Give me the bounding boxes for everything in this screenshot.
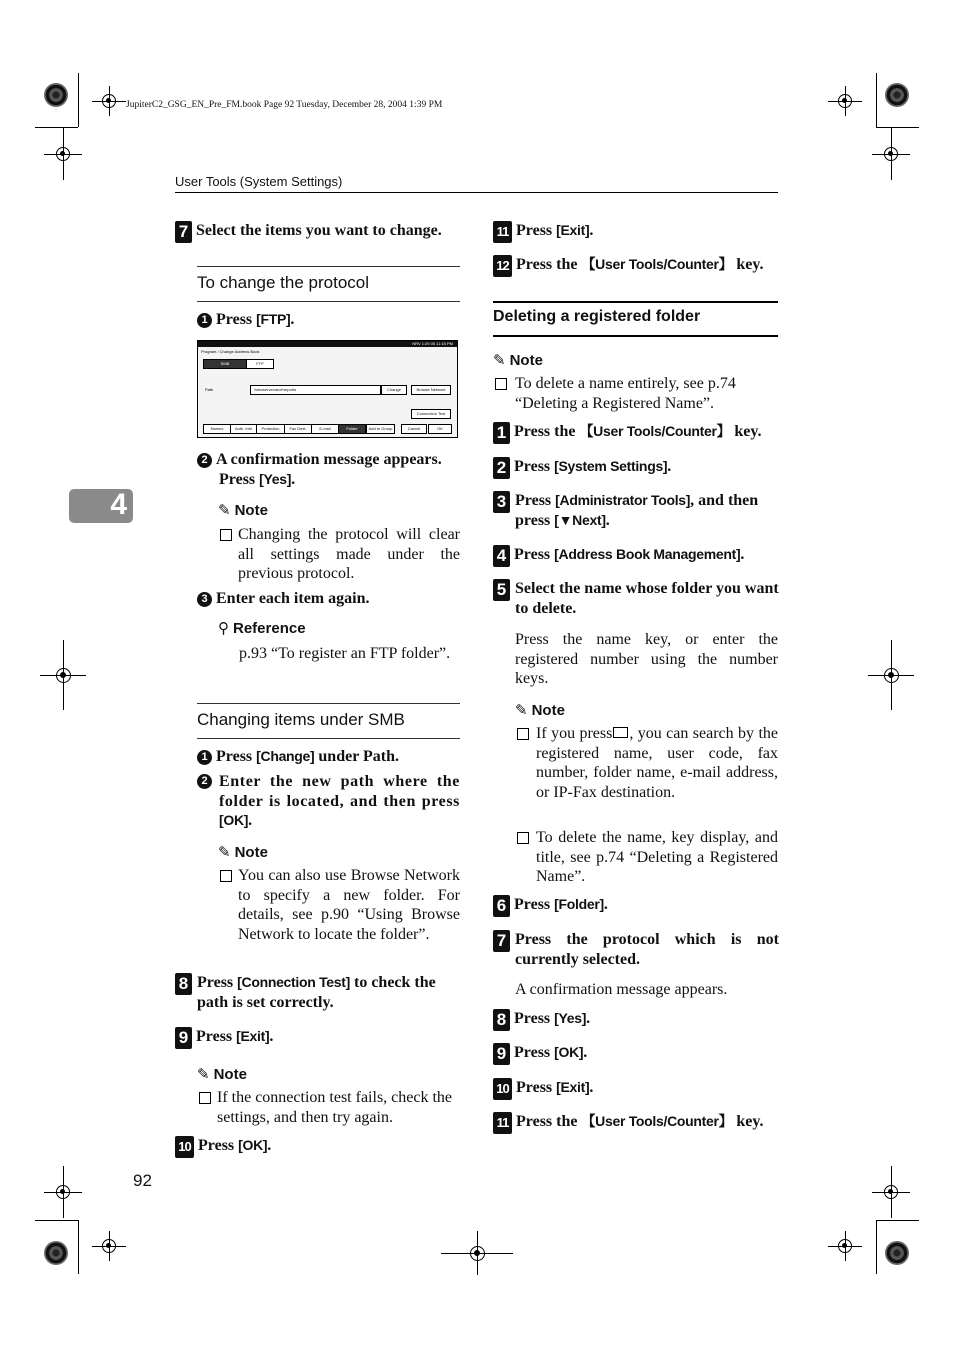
pencil-icon: ✎ (197, 1067, 210, 1083)
section-rule (197, 301, 460, 302)
registration-circle-tl (44, 83, 68, 107)
note-3-heading: ✎ Note (197, 1066, 247, 1083)
delete-step-4: 4 Press [Address Book Management]. (493, 545, 744, 567)
section-rule (197, 703, 460, 704)
note-2-heading: ✎ Note (218, 844, 268, 861)
cancel-button[interactable]: Cancel (401, 424, 427, 434)
substep-3-enter: 3 Enter each item again. (197, 589, 369, 609)
crosshair-mark (872, 128, 910, 180)
step-9: 9 Press [Exit]. (175, 1027, 273, 1049)
delete-step-7-desc: A confirmation message appears. (515, 981, 728, 998)
crosshair-mark (92, 1231, 126, 1261)
step-7: 7 Select the items you want to change. (175, 221, 465, 243)
tab-smb[interactable]: SMB (203, 359, 247, 369)
section-rule-thick (493, 335, 778, 337)
crop-mark (35, 1220, 78, 1221)
section-title-smb: Changing items under SMB (197, 710, 405, 729)
tab-names[interactable]: Names (203, 424, 231, 434)
crop-mark (78, 1220, 79, 1274)
reference-heading: ⚲ Reference (218, 620, 306, 637)
note-3-text: If the connection test fails, check the settings, and then try again. (197, 1088, 463, 1127)
step-12: 12 Press the 【User Tools/Counter】 key. (493, 255, 763, 277)
pencil-icon: ✎ (515, 703, 528, 719)
delete-step-11: 11 Press the 【User Tools/Counter】 key. (493, 1112, 763, 1134)
delete-step-10: 10 Press [Exit]. (493, 1078, 593, 1100)
right-note-text: To delete a name entirely, see p.74 “Deleting a Registered Name”. (493, 374, 779, 413)
delete-step-1: 1 Press the 【User Tools/Counter】 key. (493, 422, 761, 444)
substep-2-confirm: 2 A confirmation message appears. Press [Yes]. (197, 450, 465, 489)
checkbox-icon (220, 870, 232, 882)
magnifier-icon: ⚲ (218, 621, 229, 637)
search-key-icon (613, 727, 628, 738)
print-slug: JupiterC2_GSG_EN_Pre_FM.book Page 92 Tuesday, December 28, 2004 1:39 PM (126, 100, 443, 110)
checkbox-icon (220, 529, 232, 541)
crosshair-mark (92, 86, 126, 116)
checkbox-icon (517, 728, 529, 740)
device-screen-illustration: NRV 1:29 05 11:15 PM Program / Change Address Book SMB FTP Path \\aboserver\aloe\reports Change Browse Network Connection Test Names Auth. Info Protection Fax Dest. E-mail Folder Add to Group Cancel OK (197, 340, 458, 438)
delete-step-6: 6 Press [Folder]. (493, 895, 608, 917)
checkbox-icon (199, 1092, 211, 1104)
crosshair-mark (44, 128, 82, 180)
smb-substep-1: 1 Press [Change] under Path. (197, 747, 399, 767)
crosshair-mark (44, 1166, 82, 1218)
chapter-tab: 4 (69, 489, 133, 523)
tab-add-to-group[interactable]: Add to Group (366, 424, 395, 434)
delete-step-5-desc: Press the name key, or enter the registered number using the number keys. (515, 631, 778, 687)
crosshair-mark (872, 1166, 910, 1218)
pencil-icon: ✎ (493, 353, 506, 369)
substep-1-ftp: 1 Press [FTP]. (197, 310, 294, 330)
right-note-heading: ✎ Note (493, 352, 543, 369)
section-title-delete-folder: Deleting a registered folder (493, 308, 701, 325)
registration-circle-br (885, 1241, 909, 1265)
delete-step-8: 8 Press [Yes]. (493, 1009, 590, 1031)
delete-step-9: 9 Press [OK]. (493, 1043, 587, 1065)
section-title-protocol: To change the protocol (197, 273, 370, 292)
tab-auth-info[interactable]: Auth. Info (230, 424, 257, 434)
pencil-icon: ✎ (218, 503, 231, 519)
step-10: 10 Press [OK]. (175, 1136, 271, 1158)
delete-step-5: 5 Select the name whose folder you want to delete. (493, 579, 779, 618)
reference-text: p.93 “To register an FTP folder”. (239, 645, 451, 662)
section-rule-thick (493, 301, 778, 303)
crosshair-mark (868, 640, 914, 710)
note-1-heading: ✎ Note (218, 502, 268, 519)
crosshair-mark (828, 86, 862, 116)
crop-mark (876, 1220, 877, 1274)
step-11: 11 Press [Exit]. (493, 221, 593, 243)
right-note-2a: If you press , you can search by the registered name, user code, fax number, folder name, e-mail address, or IP-Fax destination. (515, 724, 778, 802)
change-button[interactable]: Change (381, 385, 407, 395)
delete-step-7: 7 Press the protocol which is not currently selected. (493, 930, 779, 969)
right-note-2b: To delete the name, key display, and title, see p.74 “Deleting a Registered Name”. (515, 828, 778, 887)
tab-email[interactable]: E-mail (311, 424, 339, 434)
delete-step-3: 3 Press [Administrator Tools], and then press [▼Next]. (493, 491, 779, 530)
connection-test-button[interactable]: Connection Test (411, 409, 451, 419)
registration-circle-tr (885, 83, 909, 107)
crop-mark (876, 1220, 919, 1221)
crop-mark (78, 73, 79, 127)
delete-step-2: 2 Press [System Settings]. (493, 457, 671, 479)
note-1-text: Changing the protocol will clear all settings made under the previous protocol. (218, 525, 460, 584)
page-number: 92 (133, 1171, 152, 1190)
tab-ftp[interactable]: FTP (246, 359, 274, 369)
checkbox-icon (517, 832, 529, 844)
crosshair-mark (441, 1231, 513, 1275)
tab-folder[interactable]: Folder (338, 424, 366, 434)
section-rule (197, 266, 460, 267)
ok-button[interactable]: OK (428, 424, 452, 434)
right-note-2-heading: ✎ Note (515, 702, 565, 719)
tab-fax-dest[interactable]: Fax Dest. (284, 424, 312, 434)
checkbox-icon (495, 378, 507, 390)
crosshair-mark (40, 640, 86, 710)
header-rule (175, 192, 778, 193)
running-header: User Tools (System Settings) (175, 174, 343, 189)
browse-network-button[interactable]: Browse Network (411, 385, 451, 395)
crosshair-mark (828, 1231, 862, 1261)
step-8: 8 Press [Connection Test] to check the path is set correctly. (175, 973, 465, 1012)
crop-mark (876, 73, 877, 127)
path-input[interactable]: \\aboserver\aloe\reports (250, 385, 381, 395)
registration-circle-bl (44, 1241, 68, 1265)
tab-protection[interactable]: Protection (256, 424, 285, 434)
note-2-text: You can also use Browse Network to specify a new folder. For details, see p.90 “Using Browse Network to locate the folder”. (218, 866, 460, 944)
pencil-icon: ✎ (218, 845, 231, 861)
smb-substep-2: 2 Enter the new path where the folder is located, and then press [OK]. (197, 772, 460, 831)
section-rule (197, 738, 460, 739)
